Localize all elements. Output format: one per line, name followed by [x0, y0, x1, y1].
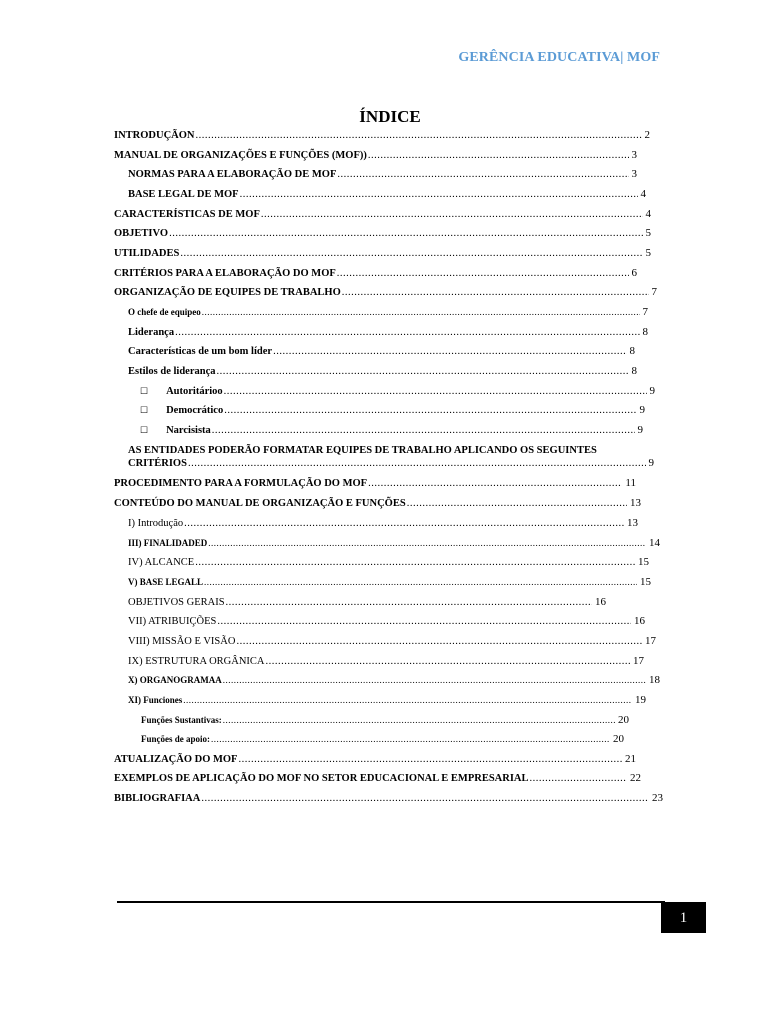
- toc-entry-page: 8: [631, 365, 637, 377]
- toc-entry-text: BIBLIOGRAFIAA: [114, 793, 201, 804]
- toc-entry-page: 21: [625, 753, 636, 765]
- toc-entry-page: 2: [644, 129, 650, 141]
- toc-entry-page: 15: [640, 576, 651, 588]
- toc-entry-text: VII) ATRIBUIÇÕES: [128, 616, 217, 627]
- toc-entry-text: Narcisista: [166, 425, 211, 436]
- toc-entry-text: Autoritárioo: [166, 386, 223, 397]
- toc-entry-text: Estilos de liderança: [128, 366, 216, 377]
- toc-entry-page: 13: [630, 497, 641, 509]
- toc-entry-text: NORMAS PARA A ELABORAÇÃO DE MOF: [128, 169, 337, 180]
- toc-entry-page: 5: [645, 247, 651, 259]
- running-header: GERÊNCIA EDUCATIVA| MOF: [458, 50, 660, 65]
- checkbox-bullet-icon: ☐: [140, 405, 149, 415]
- footer-divider: [117, 901, 665, 903]
- toc-entry-page: 7: [642, 306, 648, 318]
- toc-entry-page: 9: [649, 385, 655, 397]
- toc-entry-page: 20: [618, 714, 629, 726]
- toc-entry-page: 15: [638, 556, 649, 568]
- toc-entry-vii-atribuicoes[interactable]: [128, 615, 645, 628]
- toc-entry-page: 16: [634, 615, 645, 627]
- toc-entry-iv-alcance[interactable]: [128, 556, 649, 569]
- toc-entry-base-legal[interactable]: [128, 188, 646, 201]
- toc-entry-text: BASE LEGAL DE MOF: [128, 189, 239, 200]
- toc-entry-page: 18: [649, 674, 660, 686]
- toc-entry-text: Funções Sustantivas:: [141, 715, 222, 725]
- toc-entry-x-organograma[interactable]: [128, 674, 660, 687]
- toc-entry-page: 3: [631, 168, 637, 180]
- toc-entry-text: XI) Funciones: [128, 695, 183, 705]
- toc-entry-utilidades[interactable]: [114, 247, 651, 260]
- toc-entry-text: VIII) MISSÃO E VISÃO: [128, 636, 236, 647]
- toc-entry-text: I) Introdução: [128, 518, 184, 529]
- toc-entry-text-line2: CRITÉRIOS: [128, 458, 187, 469]
- toc-entry-page: 23: [652, 792, 663, 804]
- toc-entry-entidades[interactable]: [128, 444, 658, 470]
- toc-entry-text: IX) ESTRUTURA ORGÂNICA: [128, 656, 265, 667]
- toc-entry-text: Funções de apoio:: [141, 734, 211, 744]
- toc-entry-chefe[interactable]: [128, 306, 648, 319]
- toc-entry-conteudo[interactable]: [114, 497, 641, 510]
- toc-entry-lideranca[interactable]: [128, 326, 648, 339]
- toc-entry-bom-lider[interactable]: [128, 345, 635, 358]
- toc-entry-page: 9: [637, 424, 643, 436]
- toc-entry-atualizacao[interactable]: [114, 753, 636, 766]
- toc-entry-text: ATUALIZAÇÃO DO MOF: [114, 754, 238, 765]
- toc-entry-text: Liderança: [128, 327, 175, 338]
- toc-entry-text: V) BASE LEGALL: [128, 577, 204, 587]
- toc-entry-organizacao[interactable]: [114, 286, 657, 299]
- toc-entry-criterios[interactable]: [114, 267, 637, 280]
- toc-entry-page: 17: [633, 655, 644, 667]
- toc-entry-i-introducao[interactable]: [128, 517, 638, 530]
- toc-entry-page: 8: [629, 345, 635, 357]
- toc-entry-page: 5: [645, 227, 651, 239]
- toc-entry-procedimento[interactable]: [114, 477, 636, 490]
- toc-entry-objetivo[interactable]: [114, 227, 651, 240]
- toc-entry-page: 9: [639, 404, 645, 416]
- toc-entry-page: 17: [645, 635, 656, 647]
- toc-entry-page: 9: [648, 457, 654, 469]
- toc-entry-text: III) FINALIDADED: [128, 538, 208, 548]
- toc-entry-page: 4: [640, 188, 646, 200]
- toc-entry-viii-missao[interactable]: [128, 635, 656, 648]
- toc-entry-text: CARACTERÍSTICAS DE MOF: [114, 209, 260, 220]
- toc-entry-text: OBJETIVO: [114, 228, 169, 239]
- toc-entry-text: CRITÉRIOS PARA A ELABORAÇÃO DO MOF: [114, 268, 336, 279]
- toc-entry-text: ORGANIZAÇÃO DE EQUIPES DE TRABALHO: [114, 287, 341, 298]
- toc-entry-text: IV) ALCANCE: [128, 557, 195, 568]
- toc-entry-estilos[interactable]: [128, 365, 637, 378]
- toc-entry-text: OBJETIVOS GERAIS: [128, 597, 225, 608]
- toc-entry-narcisista[interactable]: [140, 424, 643, 437]
- toc-entry-funcoes-apoio[interactable]: [141, 733, 624, 746]
- toc-entry-text: X) ORGANOGRAMAA: [128, 675, 222, 685]
- toc-entry-caracteristicas[interactable]: [114, 208, 651, 221]
- checkbox-bullet-icon: ☐: [140, 386, 149, 396]
- toc-entry-page: 19: [635, 694, 646, 706]
- toc-entry-page: 4: [645, 208, 651, 220]
- toc-entry-text: Características de um bom líder: [128, 346, 273, 357]
- page-number-badge: 1: [661, 902, 706, 933]
- toc-entry-iii-finalidade[interactable]: [128, 537, 660, 550]
- toc-entry-page: 20: [613, 733, 624, 745]
- toc-entry-text-line1: AS ENTIDADES PODERÃO FORMATAR EQUIPES DE TRABALHO APLICANDO OS SEGUINTES: [128, 445, 597, 456]
- toc-entry-democratico[interactable]: [140, 404, 645, 417]
- toc-entry-page: 7: [651, 286, 657, 298]
- toc-entry-text: PROCEDIMENTO PARA A FORMULAÇÃO DO MOF: [114, 478, 368, 489]
- toc-entry-bibliografia[interactable]: [114, 792, 663, 805]
- toc-entry-text: EXEMPLOS DE APLICAÇÃO DO MOF NO SETOR EDUCACIONAL E EMPRESARIAL: [114, 773, 529, 784]
- toc-entry-text: Democrático: [166, 405, 224, 416]
- toc-entry-manual[interactable]: [114, 149, 637, 162]
- toc-entry-text: MANUAL DE ORGANIZAÇÕES E FUNÇÕES (MOF)): [114, 150, 367, 161]
- toc-entry-text: O chefe de equipeo: [128, 307, 201, 317]
- checkbox-bullet-icon: ☐: [140, 425, 149, 435]
- page-title: ÍNDICE: [359, 107, 421, 126]
- toc-entry-objetivos-gerais[interactable]: [128, 596, 606, 609]
- toc-entry-page: 22: [630, 772, 641, 784]
- toc-entry-page: 3: [631, 149, 637, 161]
- toc-entry-introducao[interactable]: [114, 129, 650, 142]
- toc-entry-exemplos[interactable]: [114, 772, 641, 785]
- toc-entry-autoritario[interactable]: [140, 385, 655, 398]
- toc-entry-page: 8: [642, 326, 648, 338]
- toc-entry-xi-funciones[interactable]: [128, 694, 646, 707]
- toc-entry-ix-estrutura[interactable]: [128, 655, 644, 668]
- toc-entry-page: 14: [649, 537, 660, 549]
- toc-entry-text: UTILIDADES: [114, 248, 180, 259]
- toc-entry-text: CONTEÚDO DO MANUAL DE ORGANIZAÇÃO E FUNÇÕES: [114, 498, 406, 509]
- toc-entry-page: 11: [625, 477, 636, 489]
- toc-entry-page: 6: [631, 267, 637, 279]
- toc-entry-normas[interactable]: [128, 168, 637, 181]
- toc-entry-funcoes-sustantivas[interactable]: [141, 714, 629, 727]
- toc-entry-text: INTRODUÇÃON: [114, 130, 195, 141]
- toc-entry-v-base-legal[interactable]: [128, 576, 651, 589]
- toc-entry-page: 16: [595, 596, 606, 608]
- toc-entry-page: 13: [627, 517, 638, 529]
